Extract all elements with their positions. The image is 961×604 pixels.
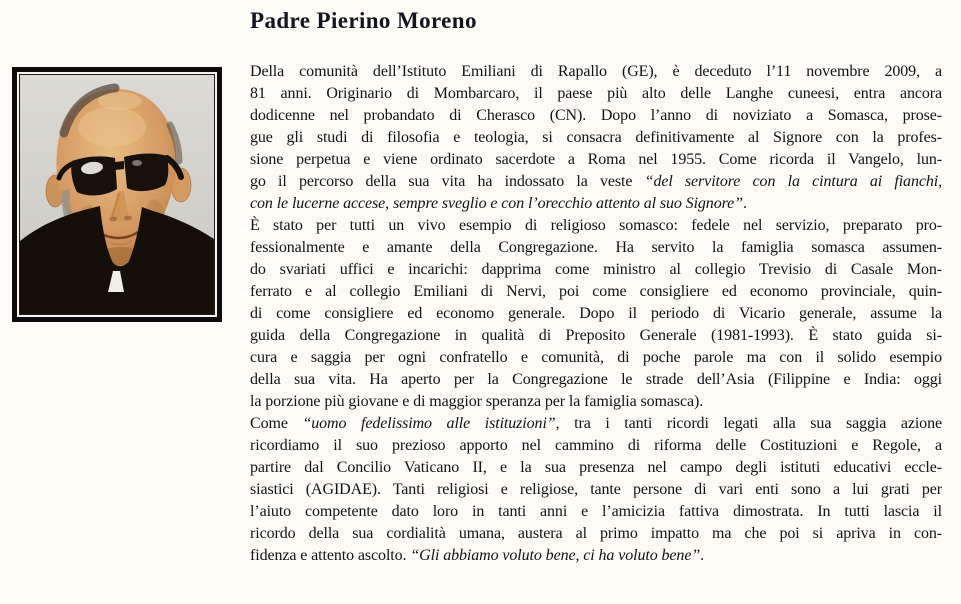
body-text: l’aiuto competente dato loro in tanti anni e l’amicizia fattiva dimostrata. In tutti lascia il [250,503,942,520]
text-line [250,391,942,413]
body-text: . [742,195,747,212]
body-text: ferrato e al collegio Emiliani di Nervi, poi come consigliere ed economo provinciale, quin- [250,283,942,300]
body-text: della sua vita. Ha aperto per la Congregazione le strade dell’Asia (Filippine e India: oggi [250,371,942,388]
text-line [250,193,942,215]
body-text: Della comunità dell’Istituto Emiliani di Rapallo (GE), è deceduto l’11 novembre 2009, a [250,63,942,80]
text-line [250,435,942,457]
text-line [250,501,942,523]
text-line [250,325,942,347]
text-line [250,237,942,259]
body-text: dodicenne nel probandato di Cherasco (CN). Dopo l’anno di noviziato a Somasca, prose- [250,107,942,124]
text-line [250,281,942,303]
body-text: . [700,547,705,564]
body-text: fidenza e attento ascolto. [250,547,411,564]
body-text: guida della Congregazione in qualità di Preposito Generale (1981-1993). È stato guida si- [250,327,942,344]
body-text: go il percorso della sua vita ha indossato la veste [250,173,645,190]
body-text: sione perpetua e viene ordinato sacerdote a Roma nel 1955. Come ricorda il Vangelo, lun- [250,151,942,168]
text-line [250,479,942,501]
quoted-italic-text: con le lucerne accese, sempre sveglio e con l’orecchio attento al suo Signore” [250,195,743,212]
quoted-italic-text: “Gli abbiamo voluto bene, ci ha voluto bene” [410,547,701,564]
text-line [250,457,942,479]
body-text: la porzione più giovane e di maggior speranza per la famiglia somasca). [250,393,704,410]
quoted-italic-text: “del servitore con la cintura ai fianchi, [644,173,942,190]
text-line [250,105,942,127]
text-line [250,127,942,149]
body-text: partire dal Concilio Vaticano II, e la sua presenza nel campo degli istituti educativi eccle- [250,459,942,476]
photo-border [19,74,215,315]
body-text: di come consigliere ed economo generale. Dopo il periodo di Vicario generale, assume la [250,305,942,322]
text-line [250,347,942,369]
body-text: Come [250,415,303,432]
body-text: 81 anni. Originario di Mombarcaro, il paese più alto delle Langhe cuneesi, entra ancora [250,85,942,102]
text-line [250,369,942,391]
body-text: È stato per tutti un vivo esempio di religioso somasco: fedele nel servizio, preparato pro- [250,217,942,234]
text-line [250,149,942,171]
photo-frame [12,67,222,322]
article-body [250,61,942,567]
photo-mat [17,72,217,317]
body-text: ricordo della sua cordialità umana, austera al primo impatto ma che poi si apriva in con- [250,525,942,542]
article-title: Padre Pierino Moreno [250,8,477,33]
body-text: gue gli studi di filosofia e teologia, si consacra definitivamente al Signore con la profes- [250,129,942,146]
body-text: cura e saggia per ogni confratello e comunità, di poche parole ma con il solido esempio [250,349,942,366]
text-line [250,545,942,567]
priest-portrait-photo [20,75,214,314]
text-line [250,83,942,105]
body-text: , tra i tanti ricordi legati alla sua saggia azione [555,415,942,432]
text-line [250,61,942,83]
text-line [250,259,942,281]
text-line [250,303,942,325]
body-text: ricordiamo il suo prezioso apporto nel cammino di riforma delle Costituzioni e Regole, a [250,437,942,454]
text-line [250,413,942,435]
body-text: siastici (AGIDAE). Tanti religiosi e religiose, tante persone di vari enti sono a lui grati per [250,481,942,498]
body-text: do svariati uffici e incarichi: dapprima come ministro al collegio Trevisio di Casale Mon- [250,261,942,278]
text-line [250,523,942,545]
quoted-italic-text: “uomo fedelissimo alle istituzioni” [302,415,556,432]
text-line [250,171,942,193]
text-line [250,215,942,237]
body-text: fessionalmente e amante della Congregazione. Ha servito la famiglia somasca assumen- [250,239,942,256]
